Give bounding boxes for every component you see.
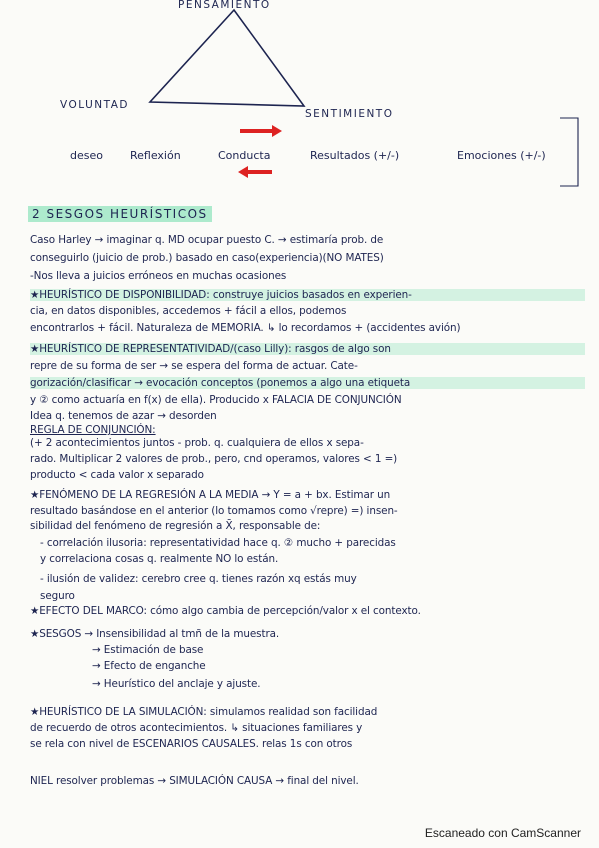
note-line-heuristic-availability: ★HEURÍSTICO DE DISPONIBILIDAD: construye juicios basados en experien- — [30, 289, 585, 301]
triangle-shape — [150, 10, 304, 106]
section-heading: 2 SESGOS HEURÍSTICOS — [28, 206, 212, 222]
note-line: → Estimación de base — [92, 644, 204, 656]
note-line: rado. Multiplicar 2 valores de prob., pero, cnd operamos, valores < 1 =) — [30, 453, 398, 465]
note-line: cia, en datos disponibles, accedemos + fácil a ellos, podemos — [30, 305, 347, 317]
note-line: NIEL resolver problemas → SIMULACIÓN CAUSA → final del nivel. — [30, 775, 359, 787]
diagram-right-label: SENTIMIENTO — [305, 108, 394, 120]
chain-item-5: Emociones (+/-) — [457, 149, 546, 162]
bracket-right — [560, 118, 578, 186]
note-line: conseguirlo (juicio de prob.) basado en caso(experiencia)(NO MATES) — [30, 252, 384, 264]
note-line: → Heurístico del anclaje y ajuste. — [92, 678, 261, 690]
note-line: resultado basándose en el anterior (lo tomamos como √repre) =) insen- — [30, 505, 398, 517]
note-line-biases: ★SESGOS → Insensibilidad al tmñ de la muestra. — [30, 628, 280, 640]
note-line-illusion-validity: - ilusión de validez: cerebro cree q. tienes razón xq estás muy — [40, 573, 357, 585]
note-line: sibilidad del fenómeno de regresión a X̄, responsable de: — [30, 520, 321, 532]
triangle-diagram — [0, 0, 599, 200]
chain-item-2: Reflexión — [130, 149, 181, 162]
note-line: Caso Harley → imaginar q. MD ocupar puesto C. → estimaría prob. de — [30, 234, 384, 246]
scanner-watermark: Escaneado con CamScanner — [424, 826, 581, 840]
note-line: producto < cada valor x separado — [30, 469, 204, 481]
note-line-heuristic-representativeness: ★HEURÍSTICO DE REPRESENTATIVIDAD/(caso Lilly): rasgos de algo son — [30, 343, 585, 355]
note-line-framing-effect: ★EFECTO DEL MARCO: cómo algo cambia de percepción/valor x el contexto. — [30, 605, 421, 617]
note-line-regression: ★FENÓMENO DE LA REGRESIÓN A LA MEDIA → Y = a + bx. Estimar un — [30, 489, 391, 501]
note-line: -Nos lleva a juicios erróneos en muchas ocasiones — [30, 270, 287, 282]
note-line: (+ 2 acontecimientos juntos - prob. q. cualquiera de ellos x sepa- — [30, 437, 364, 449]
note-line: gorización/clasificar → evocación conceptos (ponemos a algo una etiqueta — [30, 377, 585, 389]
note-line: → Efecto de enganche — [92, 660, 206, 672]
diagram-top-label: PENSAMIENTO — [178, 0, 271, 11]
chain-item-4: Resultados (+/-) — [310, 149, 400, 162]
note-line: de recuerdo de otros acontecimientos. ↳ situaciones familiares y — [30, 722, 363, 734]
diagram-left-label: VOLUNTAD — [60, 99, 129, 111]
note-line-simulation-heuristic: ★HEURÍSTICO DE LA SIMULACIÓN: simulamos realidad son facilidad — [30, 706, 378, 718]
chain-item-3: Conducta — [218, 149, 271, 162]
note-line: seguro — [40, 590, 75, 602]
note-line: repre de su forma de ser → se espera del forma de actuar. Cate- — [30, 360, 358, 372]
note-line: encontrarlos + fácil. Naturaleza de MEMORIA. ↳ lo recordamos + (accidentes avión) — [30, 322, 461, 334]
note-line: y ② como actuaría en f(x) de ella). Producido x FALACIA DE CONJUNCIÓN — [30, 394, 402, 406]
note-line-conjunction-rule: REGLA DE CONJUNCIÓN: — [30, 424, 156, 436]
note-line-illusory-correlation: - correlación ilusoria: representatividad hace q. ② mucho + parecidas — [40, 537, 396, 549]
note-line: se rela con nivel de ESCENARIOS CAUSALES. relas 1s con otros — [30, 738, 353, 750]
note-line: y correlaciona cosas q. realmente NO lo están. — [40, 553, 279, 565]
note-line: Idea q. tenemos de azar → desorden — [30, 410, 217, 422]
chain-item-1: deseo — [70, 149, 103, 162]
